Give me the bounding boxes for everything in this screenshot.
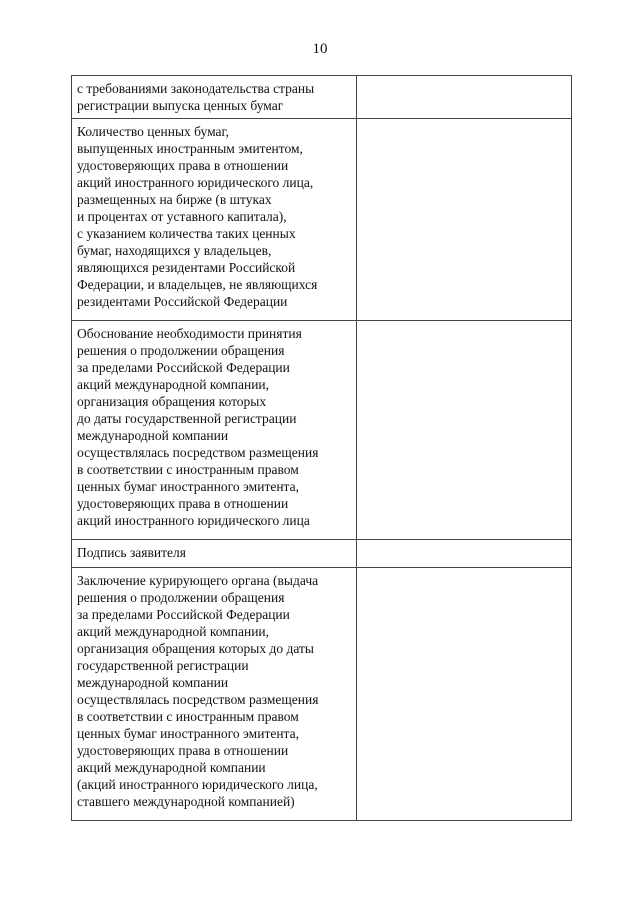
row-label-cell [72,76,357,119]
row-value-cell[interactable] [357,119,572,321]
row-label: Заключение курирующего органа (выдача решения о продолжении обращения за пределами Российской Федерации акций международной компании, организация обращения которых до даты государственной регистрации международной компании осуществлялась посредством размещения в соответствии с иностранным правом ценных бумаг иностранного эмитента, удостоверяющих права в отношении акций международной компании (акций иностранного юридического лица, ставшего международной компанией) [77,573,319,809]
row-value-cell[interactable] [357,76,572,119]
table-row-securities-quantity [72,119,572,321]
row-value-cell[interactable] [357,321,572,540]
row-label: с требованиями законодательства страны регистрации выпуска ценных бумаг [77,81,315,113]
row-value-cell[interactable] [357,568,572,821]
row-label: Количество ценных бумаг, выпущенных иностранным эмитентом, удостоверяющих права в отношении акций иностранного юридического лица, размещенных на бирже (в штуках и процентах от уставного капитала), с указанием количества таких ценных бумаг, находящихся у владельцев, являющихся резидентами Российской Федерации, и владельцев, не являющихся резидентами Российской Федерации [77,124,318,309]
table-row-registration-requirements [72,76,572,119]
row-label-cell [72,568,357,821]
row-label: Обоснование необходимости принятия решения о продолжении обращения за пределами Российской Федерации акций международной компании, организация обращения которых до даты государственной регистрации международной компании осуществлялась посредством размещения в соответствии с иностранным правом ценных бумаг иностранного эмитента, удостоверяющих права в отношении акций иностранного юридического лица [77,326,319,528]
table-row-applicant-signature [72,540,572,568]
application-form-table [71,75,572,821]
row-label-cell [72,119,357,321]
table-row-supervising-authority-conclusion [72,568,572,821]
table-row-justification [72,321,572,540]
row-label: Подпись заявителя [77,545,186,560]
row-value-cell[interactable] [357,540,572,568]
page-number: 10 [312,41,328,57]
row-label-cell [72,540,357,568]
row-label-cell [72,321,357,540]
